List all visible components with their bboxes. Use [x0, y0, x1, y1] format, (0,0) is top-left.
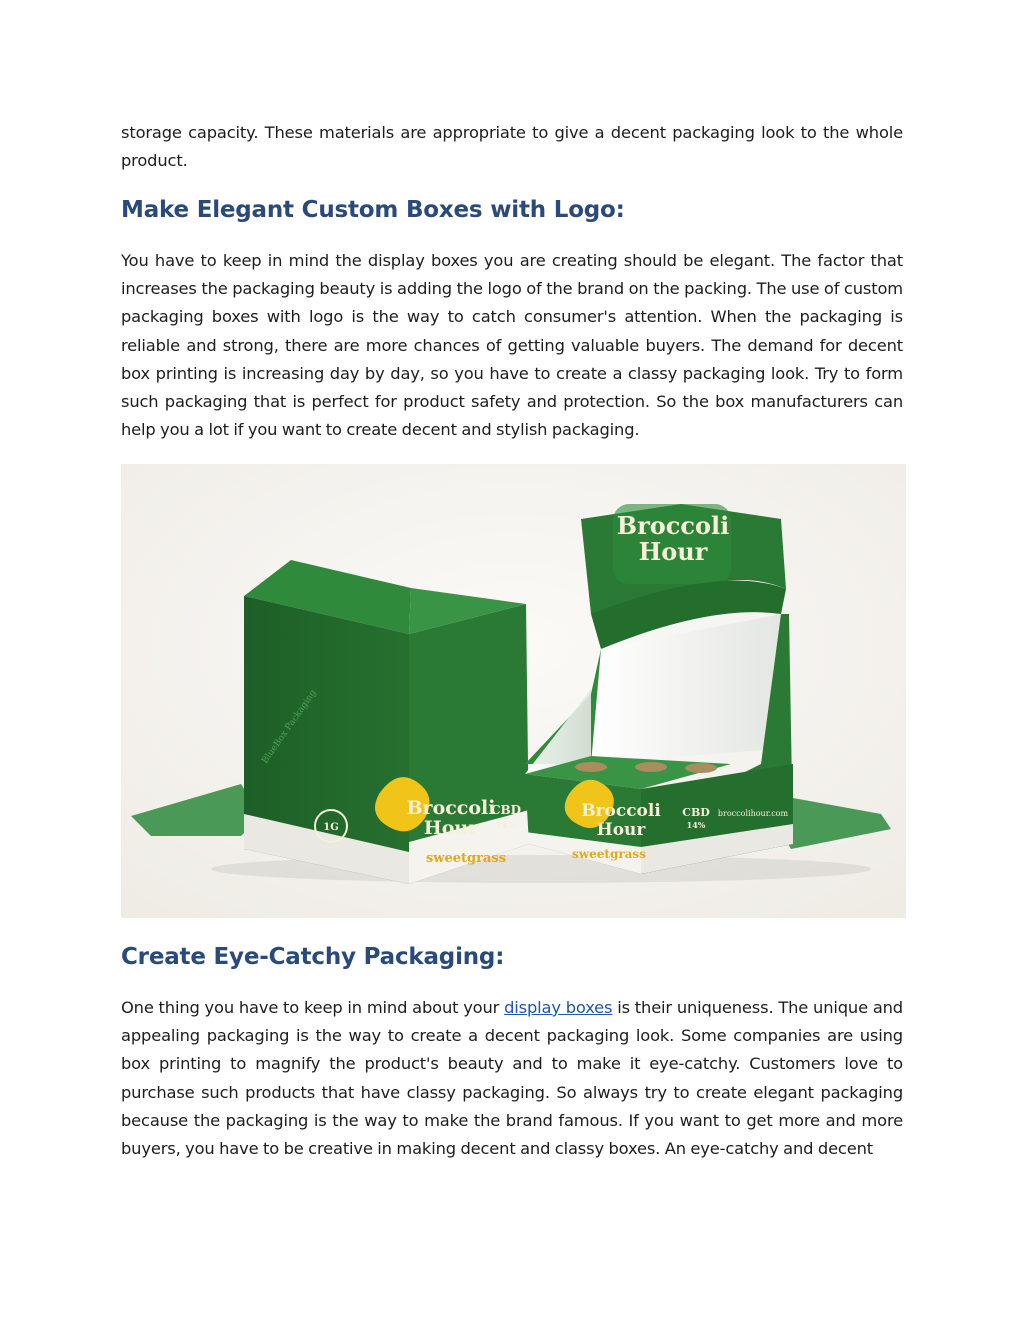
- tray-sub-brand: sweetgrass: [572, 847, 646, 861]
- box-watermark: BlueBox Packaging: [260, 688, 319, 766]
- paragraph-text-before-link: One thing you have to keep in mind about your: [121, 998, 505, 1017]
- display-boxes-link[interactable]: display boxes: [504, 998, 613, 1017]
- box-sub-brand: sweetgrass: [425, 851, 507, 866]
- box-badge-value: 14%: [495, 821, 517, 831]
- box-brand-line1: Broccoli: [406, 797, 496, 819]
- box-brand-line2: Hour: [423, 817, 479, 839]
- tray-website: broccolihour.com: [717, 809, 789, 818]
- header-brand-line2: Hour: [638, 537, 708, 566]
- tray-badge: CBD: [682, 806, 710, 819]
- tray-brand-line2: Hour: [596, 820, 646, 840]
- paragraph-text-after-link: is their uniqueness. The unique and appealing packaging is the way to create a decent packaging look. Some companies are using box printing to magnify the product's beauty and to make it eye-catchy. Customers love to purchase such products that have classy packaging. So always try to create elegant packaging because the packaging is the way to make the brand famous. If you want to get more and more buyers, you have to be creative in making decent and classy boxes. An eye-catchy and decent: [121, 998, 903, 1159]
- section-heading-elegant-boxes: Make Elegant Custom Boxes with Logo:: [121, 197, 625, 223]
- tray-badge-value: 14%: [686, 820, 706, 830]
- intro-paragraph: storage capacity. These materials are appropriate to give a decent packaging look to the whole product.: [121, 123, 903, 171]
- box-badge: CBD: [490, 803, 522, 817]
- header-brand-line1: Broccoli: [616, 511, 730, 540]
- section-paragraph-eye-catchy: [121, 994, 903, 1163]
- section-paragraph-elegant-boxes: You have to keep in mind the display boxes you are creating should be elegant. The factor that increases the packaging beauty is adding the logo of the brand on the packing. The use of custom packaging boxes with logo is the way to catch consumer's attention. When the packaging is reliable and strong, there are more chances of getting valuable buyers. The demand for decent box printing is increasing day by day, so you have to create a classy packaging look. Try to form such packaging that is perfect for product safety and protection. So the box manufacturers can help you a lot if you want to create decent and stylish packaging.: [121, 251, 903, 440]
- product-photo: [121, 464, 906, 918]
- box-seal: 1G: [323, 822, 339, 833]
- tray-brand-line1: Broccoli: [581, 801, 661, 821]
- section-heading-eye-catchy: Create Eye-Catchy Packaging:: [121, 944, 505, 970]
- closed-box: [244, 560, 529, 884]
